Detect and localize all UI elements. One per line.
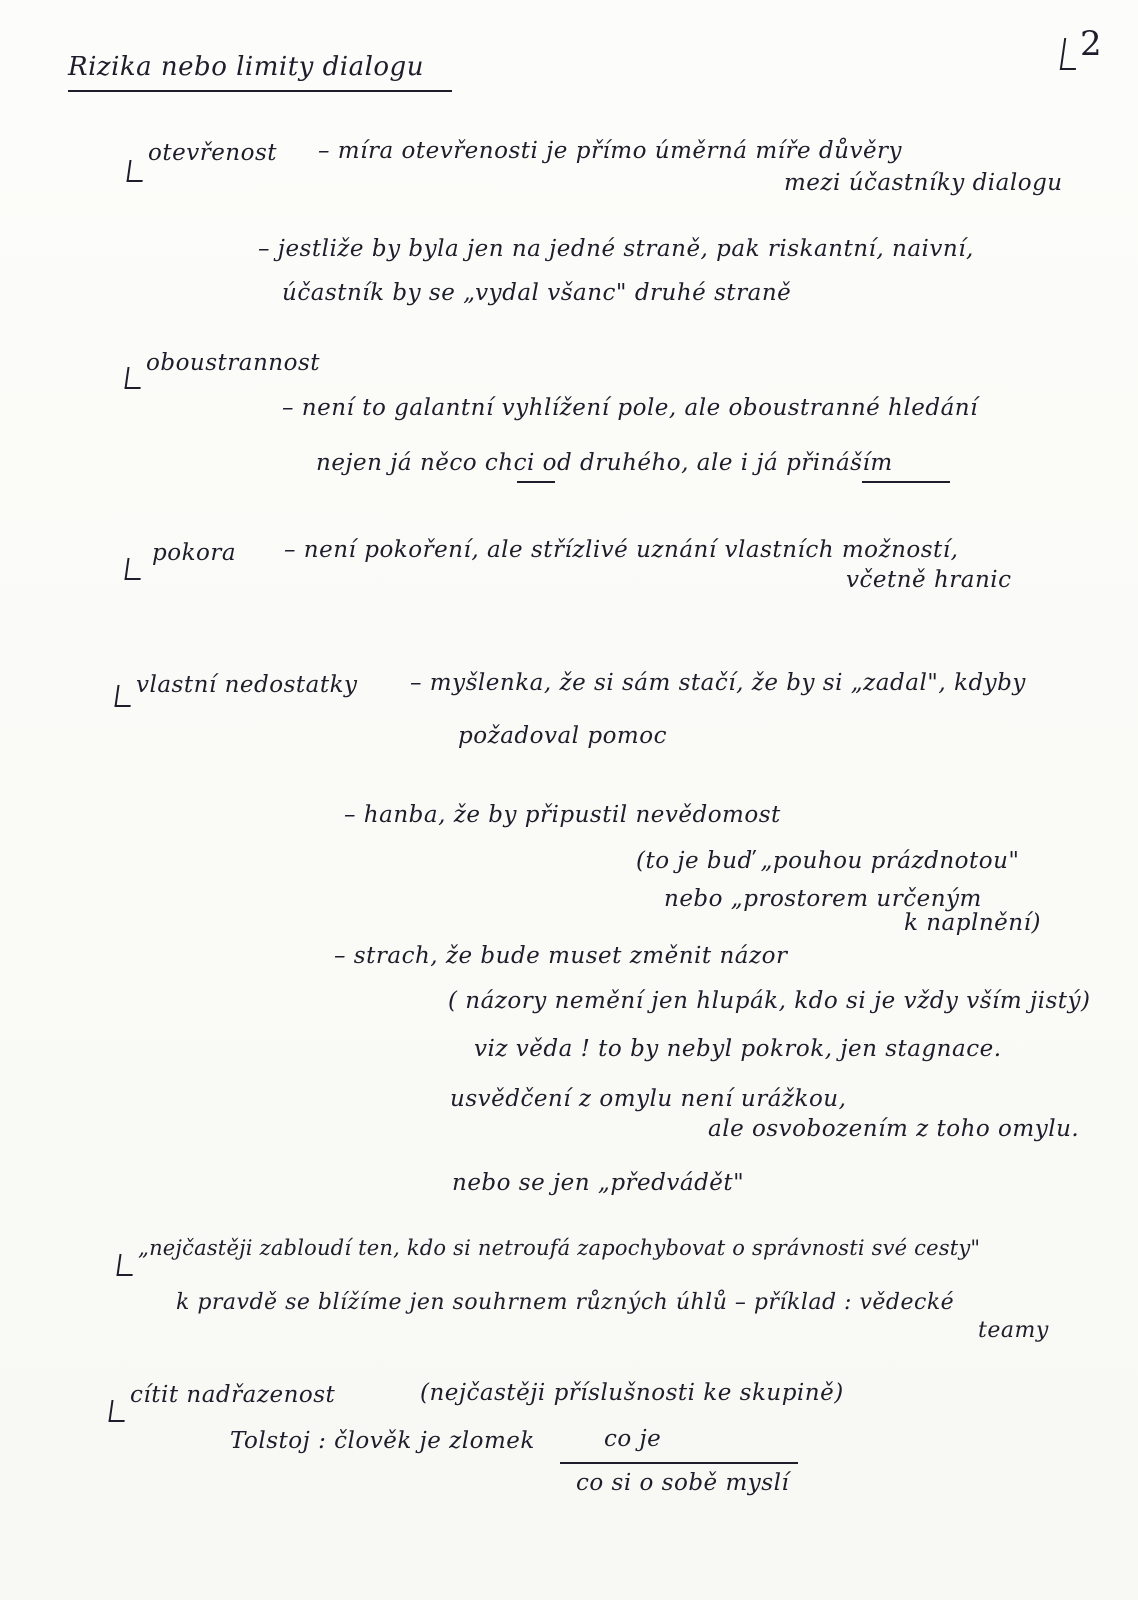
fraction-numerator: co je	[604, 1426, 662, 1452]
section-line: ( názory nemění jen hlupák, kdo si je vždy vším jistý)	[448, 988, 1091, 1014]
section-line: (nejčastěji příslušnosti ke skupině)	[420, 1380, 844, 1406]
section-heading: otevřenost	[148, 140, 278, 166]
section-line: včetně hranic	[846, 567, 1012, 593]
section-line: (to je buď „pouhou prázdnotou"	[636, 848, 1020, 874]
section-line: – hanba, že by připustil nevědomost	[344, 802, 781, 828]
section-heading: cítit nadřazenost	[130, 1382, 336, 1408]
section-line: „nejčastěji zabloudí ten, kdo si netroufá zapochybovat o správnosti své cesty"	[138, 1236, 981, 1260]
section-line: viz věda ! to by nebyl pokrok, jen stagnace.	[474, 1036, 1002, 1062]
section-heading: vlastní nedostatky	[136, 672, 358, 698]
fraction-denominator: co si o sobě myslí	[576, 1470, 790, 1496]
bullet-mark	[108, 1400, 127, 1422]
section-line: – jestliže by byla jen na jedné straně, pak riskantní, naivní,	[258, 236, 974, 262]
section-line: nejen já něco chci od druhého, ale i já přináším	[316, 450, 893, 476]
title-underline	[68, 90, 452, 92]
page-number: 2	[1080, 24, 1103, 64]
section-heading: oboustrannost	[146, 350, 321, 376]
bullet-mark	[114, 685, 133, 707]
section-line: – není to galantní vyhlížení pole, ale oboustranné hledání	[282, 395, 978, 421]
section-line: Tolstoj : člověk je zlomek	[230, 1428, 535, 1454]
section-line: usvědčení z omylu není urážkou,	[450, 1086, 847, 1112]
section-line: nebo „prostorem určeným	[664, 886, 982, 912]
section-line: – myšlenka, že si sám stačí, že by si „zadal", kdyby	[410, 670, 1026, 696]
fraction-bar	[560, 1462, 798, 1464]
section-line: mezi účastníky dialogu	[784, 170, 1063, 196]
section-line: k pravdě se blížíme jen souhrnem různých úhlů – příklad : vědecké	[176, 1290, 955, 1315]
section-line: – míra otevřenosti je přímo úměrná míře důvěry	[318, 138, 903, 164]
section-line: – strach, že bude muset změnit názor	[334, 943, 788, 969]
bullet-mark	[116, 1254, 135, 1276]
page-corner-mark	[1060, 38, 1080, 70]
bullet-mark	[124, 558, 143, 580]
section-line: – není pokoření, ale střízlivé uznání vlastních možností,	[284, 537, 959, 563]
underline-prinasim	[862, 481, 950, 483]
section-line: nebo se jen „předvádět"	[452, 1170, 745, 1196]
bullet-mark	[124, 367, 143, 389]
section-line: požadoval pomoc	[458, 723, 667, 749]
bullet-mark	[126, 160, 145, 182]
underline-chci	[517, 481, 555, 483]
section-line: k naplnění)	[904, 910, 1041, 936]
section-line: teamy	[978, 1318, 1049, 1343]
section-line: ale osvobozením z toho omylu.	[708, 1116, 1080, 1142]
section-heading: pokora	[152, 540, 237, 566]
page-title: Rizika nebo limity dialogu	[68, 52, 424, 82]
section-line: účastník by se „vydal všanc" druhé straně	[282, 280, 792, 306]
